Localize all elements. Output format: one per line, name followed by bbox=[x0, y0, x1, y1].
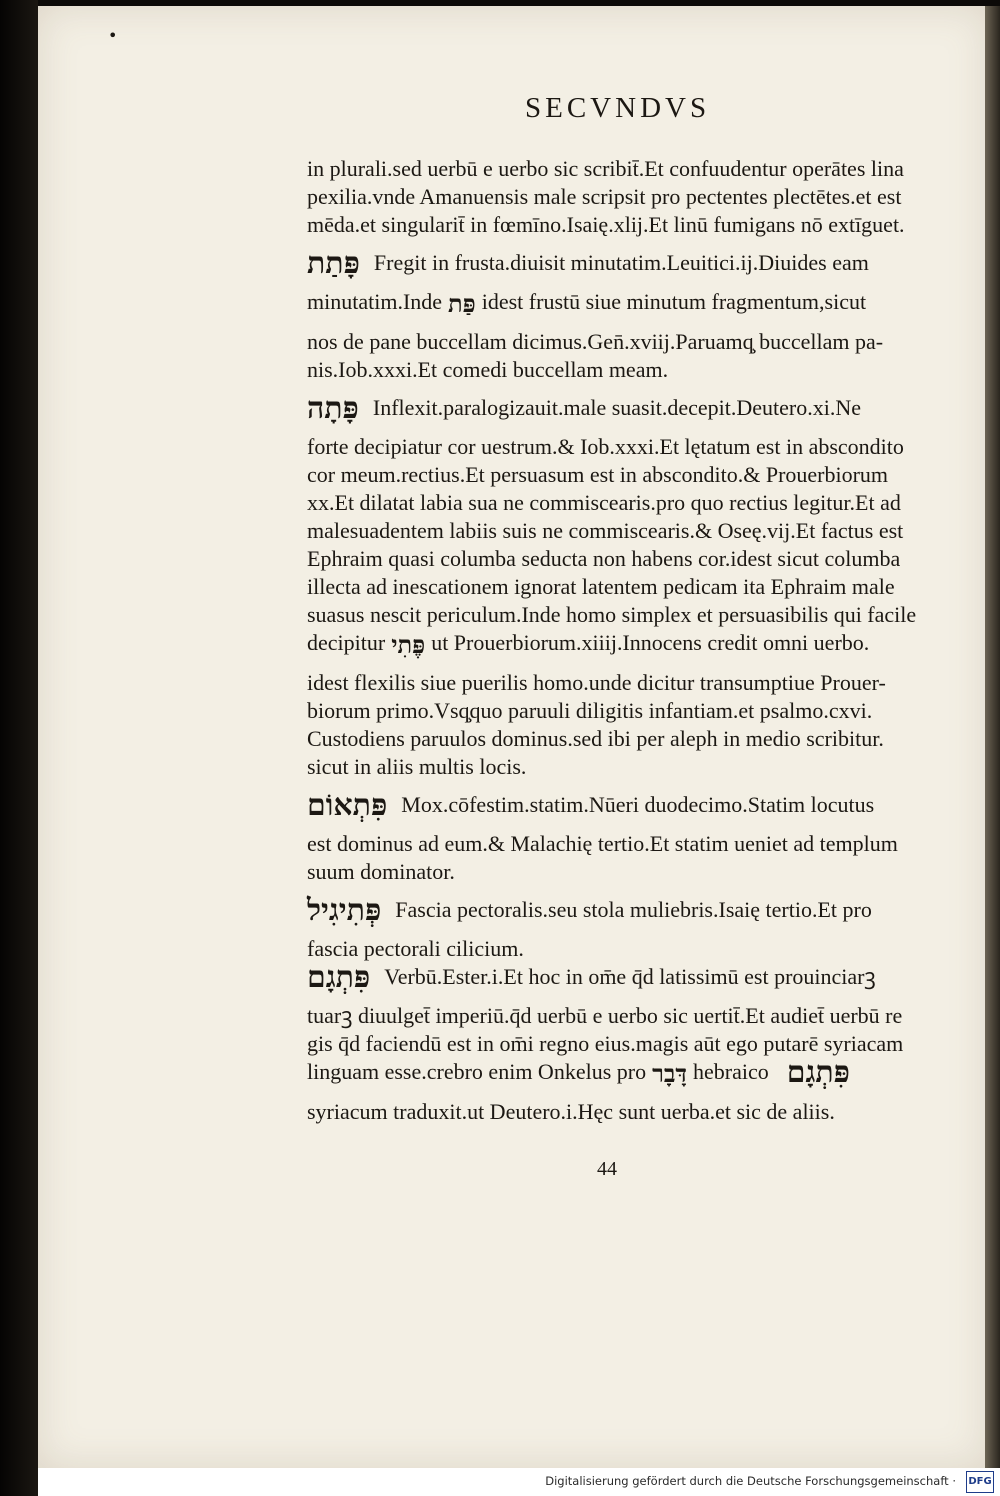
text-line-23: suum dominator. bbox=[307, 859, 455, 884]
page-corner-mark: • bbox=[108, 26, 118, 45]
page-right-edge bbox=[985, 6, 1000, 1468]
hebrew-inline-word: פִּתְגָם bbox=[786, 1055, 850, 1090]
text-line-3: mēda.et singularit̄ in fœmīno.Isaię.xlij.Et linū fumigans nō extīguet. bbox=[307, 212, 905, 237]
text-line-25: fascia pectorali cilicium. bbox=[307, 936, 524, 961]
digitization-credit: Digitalisierung gefördert durch die Deutsche Forschungsgemeinschaft · bbox=[545, 1474, 956, 1488]
text-line-27: tuarꝫ diuulget̄ imperiū.q̄d uerbū e uerbo sic uertit̄.Et audiet̄ uerbū re bbox=[307, 1003, 903, 1028]
hebrew-headword: פָּתַת bbox=[307, 246, 360, 281]
text-line-6: nos de pane buccellam dicimus.Gen̄.xviij.Paruamq̧ buccellam pa- bbox=[307, 329, 884, 354]
page-number: 44 bbox=[597, 1158, 617, 1180]
entry-pata: פָּתָה Inflexit.paralogizauit.male suasit.decepit.Deutero.xi.Ne bbox=[307, 391, 861, 426]
text-line-17: idest flexilis siue puerilis homo.unde dicitur transumptiue Prouer- bbox=[307, 670, 886, 695]
hebrew-headword: פִּתְגָם bbox=[307, 960, 371, 995]
text-line-22: est dominus ad eum.& Malachię tertio.Et statim ueniet ad templum bbox=[307, 831, 898, 856]
dfg-logo: DFG bbox=[966, 1471, 994, 1493]
hebrew-headword: פְּתִיגִיל bbox=[307, 893, 382, 928]
text-line-13: Ephraim quasi columba seducta non habens cor.idest sicut columba bbox=[307, 546, 901, 571]
hebrew-inline-word: דָּבָר bbox=[652, 1059, 687, 1088]
text-line-28: gis q̄d faciendū est in om̄i regno eius.magis aūt ego putarē syriacam bbox=[307, 1031, 904, 1056]
text-line-12: malesuadentem labiis suis ne commiscearis.& Oseę.vij.Et factus est bbox=[307, 518, 904, 543]
page-left-margin-shadow bbox=[0, 0, 38, 1496]
hebrew-headword: פָּתָה bbox=[307, 391, 359, 426]
text-line-19: Custodiens paruulos dominus.sed ibi per aleph in medio scribitur. bbox=[307, 726, 884, 751]
text-line-11: xx.Et dilatat labia sua ne commiscearis.pro quo rectius legitur.Et ad bbox=[307, 490, 901, 515]
text-line-15: suasus nescit periculum.Inde homo simplex et persuasibilis qui facile bbox=[307, 602, 917, 627]
text-line-2: pexilia.vnde Amanuensis male scripsit pro pectentes plectētes.et est bbox=[307, 184, 902, 209]
text-line-5: minutatim.Inde פַּת idest frustū siue minutum fragmentum,sicut bbox=[307, 289, 867, 318]
entry-pitom: פִּתְאוֹם Mox.cōfestim.statim.Nūeri duodecimo.Statim locutus bbox=[307, 788, 875, 823]
text-line-18: biorum primo.Vsq̧quo paruuli diligitis infantiam.et psalmo.cxvi. bbox=[307, 698, 873, 723]
entry-patat: פָּתַת Fregit in frusta.diuisit minutatim.Leuitici.ij.Diuides eam bbox=[307, 246, 869, 281]
text-line-10: cor meum.rectius.Et persuasum est in abscondito.& Prouerbiorum bbox=[307, 462, 889, 487]
entry-petigil: פְּתִיגִיל Fascia pectoralis.seu stola muliebris.Isaię tertio.Et pro bbox=[307, 893, 872, 928]
hebrew-inline-word: פַּת bbox=[448, 289, 476, 318]
hebrew-headword: פִּתְאוֹם bbox=[307, 788, 388, 823]
text-line-14: illecta ad inescationem ignorat latentem pedicam ita Ephraim male bbox=[307, 574, 895, 599]
main-text-block bbox=[307, 155, 955, 1126]
text-line-1: in plurali.sed uerbū e uerbo sic scribit̄.Et confuudentur operātes lina bbox=[307, 156, 904, 181]
text-line-7: nis.Iob.xxxi.Et comedi buccellam meam. bbox=[307, 357, 669, 382]
text-line-9: forte decipiatur cor uestrum.& Iob.xxxi.Et lętatum est in abscondito bbox=[307, 434, 904, 459]
text-line-30: syriacum traduxit.ut Deutero.i.Hęc sunt uerba.et sic de aliis. bbox=[307, 1099, 835, 1124]
text-line-29: linguam esse.crebro enim Onkelus pro דָּבָר hebraico פִּתְגָם bbox=[307, 1055, 850, 1090]
hebrew-inline-word: פֶּתִי bbox=[391, 630, 426, 659]
text-line-20: sicut in aliis multis locis. bbox=[307, 754, 527, 779]
running-head: SECVNDVS bbox=[525, 92, 711, 124]
entry-pitgam: פִּתְגָם Verbū.Ester.i.Et hoc in om̄e q̄d latissimū est prouinciarꝫ bbox=[307, 960, 876, 995]
text-line-16: decipitur פֶּתִי ut Prouerbiorum.xiiij.Innocens credit omni uerbo. bbox=[307, 630, 870, 659]
